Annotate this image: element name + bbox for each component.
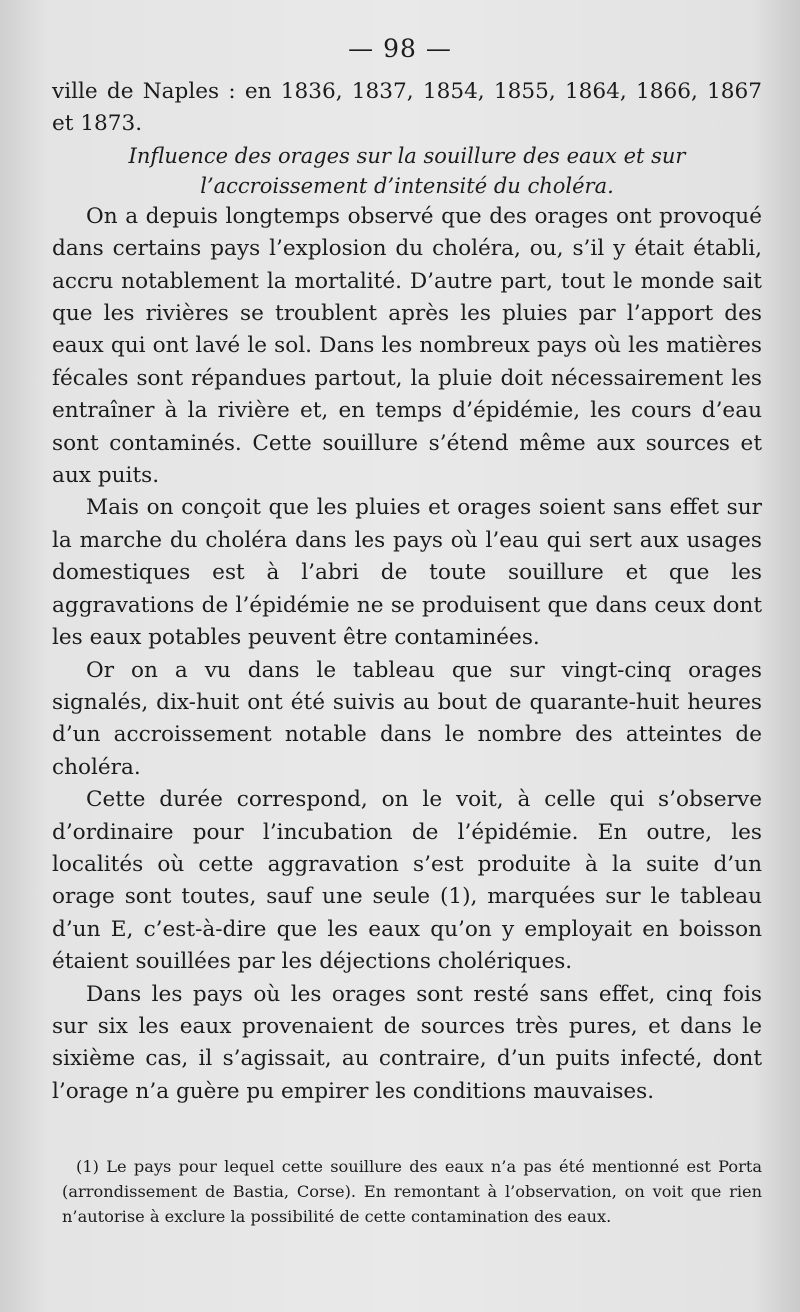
page-number: — 98 — [348,34,452,63]
footnotes [62,1154,762,1229]
paragraph: Dans les pays où les orages sont resté sans effet, cinq fois sur six les eaux provenaient de sources très pures, et dans le sixième cas, il s’agissait, au contraire, d’un puits infecté, dont l’orage n’a guère pu empirer les conditions mauvaises. [52,981,762,1104]
footnote: (1) Le pays pour lequel cette souillure des eaux n’a pas été mentionné est Porta (arrondissement de Bastia, Corse). En remontant à l’observation, on voit que rien n’autorise à exclure la possibilité de cette contamination des eaux. [62,1157,762,1226]
paragraph: Mais on conçoit que les pluies et orages soient sans effet sur la marche du choléra dans les pays où l’eau qui sert aux usages domestiques est à l’abri de toute souillure et que les aggravations de l’épidémie ne se produisent que dans ceux dont les eaux potables peuvent être contaminées. [52,495,762,651]
section-heading: Influence des orages sur la souillure des eaux et sur l’accroissement d’intensité du choléra. [128,143,686,198]
body-text [52,76,762,1108]
paragraph: Cette durée correspond, on le voit, à celle qui s’observe d’ordinaire pour l’incubation de l’épidémie. En outre, les localités où cette aggravation s’est produite à la suite d’un orage sont toutes, sauf une seule (1), marquées sur le tableau d’un E, c’est-à-dire que les eaux qu’on y employait en boisson étaient souillées par les déjections cholériques. [52,787,762,975]
paragraph-continuation: ville de Naples : en 1836, 1837, 1854, 1855, 1864, 1866, 1867 et 1873. [52,79,762,137]
paragraph: On a depuis longtemps observé que des orages ont provoqué dans certains pays l’explosion du choléra, ou, s’il y était établi, accru notablement la mortalité. D’autre part, tout le monde sait que les rivières se troublent après les pluies par l’apport des eaux qui ont lavé le sol. Dans les nombreux pays où les matières fécales sont répandues partout, la pluie doit nécessairement les entraîner à la rivière et, en temps d’épidémie, les cours d’eau sont contaminés. Cette souillure s’étend même aux sources et aux puits. [52,203,762,489]
paragraph: Or on a vu dans le tableau que sur vingt-cinq orages signalés, dix-huit ont été suivis au bout de quarante-huit heures d’un accroissement notable dans le nombre des atteintes de choléra. [52,657,762,780]
